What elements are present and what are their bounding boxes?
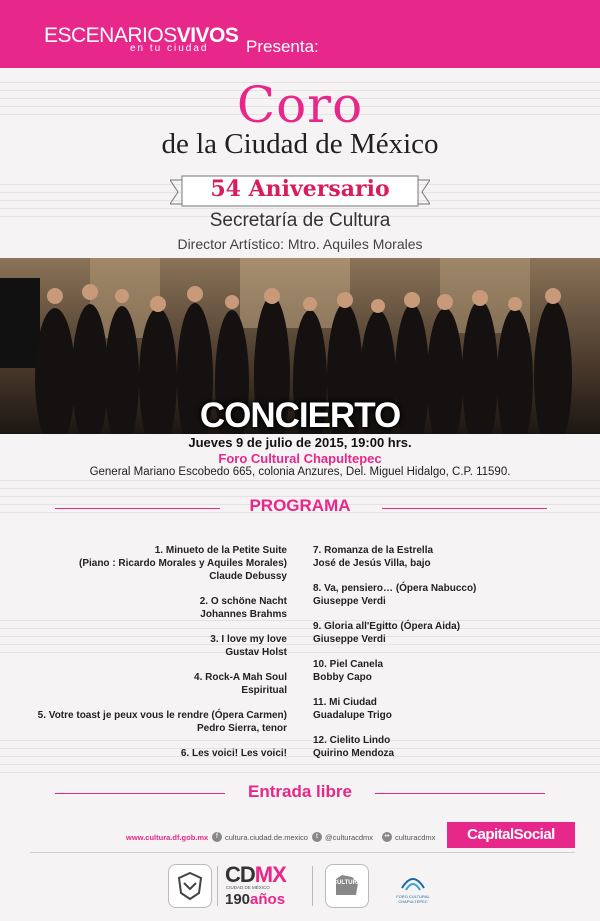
program-item: 7. Romanza de la Estrella José de Jesús Villa, bajo — [313, 545, 434, 569]
brand-tagline: en tu ciudad — [130, 43, 209, 54]
programa-heading: PROGRAMA — [249, 496, 351, 515]
program-item: 3. I love my love Gustav Holst — [210, 634, 287, 658]
program-list-right — [313, 544, 583, 772]
concierto-heading: CONCIERTO — [199, 396, 401, 435]
website-link[interactable]: www.cultura.df.gob.mx — [126, 832, 209, 842]
program-item: 6. Les voici! Les voici! — [180, 748, 287, 759]
program-item: 8. Va, pensiero… (Ópera Nabucco) Giuseppe Verdi — [313, 583, 477, 607]
facebook-link[interactable]: f cultura.ciudad.de.mexico — [212, 830, 308, 844]
concert-address: General Mariano Escobedo 665, colonia Anzures, Del. Miguel Hidalgo, C.P. 11590. — [89, 466, 511, 478]
cdmx-logo: CDMX — [225, 862, 286, 887]
shield-icon — [168, 864, 212, 908]
facebook-icon: f — [212, 832, 222, 842]
concert-date: Jueves 9 de julio de 2015, 19:00 hrs. — [188, 435, 412, 450]
brand-logo: ESCENARIOSVIVOS — [44, 24, 239, 47]
program-item: 9. Gloria all'Egitto (Ópera Aida) Giuseppe Verdi — [313, 621, 461, 645]
title-ciudad: de la Ciudad de México — [161, 128, 439, 160]
presenta-label: Presenta: — [246, 37, 319, 56]
logo-divider — [312, 866, 313, 906]
entrada-libre: Entrada libre — [248, 782, 352, 801]
program-item: 1. Minueto de la Petite Suite (Piano : Ricardo Morales y Aquiles Morales) Claude Debussy — [78, 545, 287, 582]
program-item: 5. Votre toast je peux vous le rendre (Ópera Carmen) Pedro Sierra, tenor — [37, 710, 287, 734]
program-item: 10. Piel Canela Bobby Capo — [313, 659, 384, 683]
twitter-link[interactable]: t @culturacdmx — [312, 830, 373, 844]
foro-logo — [398, 868, 428, 894]
program-item: 11. Mi Ciudad Guadalupe Trigo — [313, 697, 392, 721]
concert-venue: Foro Cultural Chapultepec — [218, 451, 382, 466]
director-label: Director Artístico: Mtro. Aquiles Morales — [177, 236, 423, 252]
program-list-left — [20, 544, 287, 772]
program-item: 12. Cielito Lindo Quirino Mendoza — [313, 735, 395, 759]
logo-divider — [217, 866, 218, 906]
program-item: 2. O schöne Nacht Johannes Brahms — [199, 596, 287, 620]
anniversary-label: 54 Aniversario — [210, 176, 390, 202]
secretaria-label: Secretaría de Cultura — [209, 210, 391, 231]
flickr-icon: •• — [382, 832, 392, 842]
flickr-link[interactable]: •• culturacdmx — [382, 830, 435, 844]
cultura-logo: CULTURA — [325, 864, 369, 908]
twitter-icon: t — [312, 832, 322, 842]
title-coro: Coro — [236, 76, 364, 134]
cdmx-subtitle: CIUDAD DE MÉXICO — [226, 885, 270, 890]
foro-logo-text: FORO CULTURAL CHAPULTEPEC — [396, 894, 430, 904]
190-anos-logo: 190años — [225, 891, 286, 908]
program-item: 4. Rock-A Mah Soul Espiritual — [194, 672, 287, 696]
footer-divider — [30, 852, 575, 853]
capital-social-logo: CapitalSocial — [447, 822, 575, 848]
